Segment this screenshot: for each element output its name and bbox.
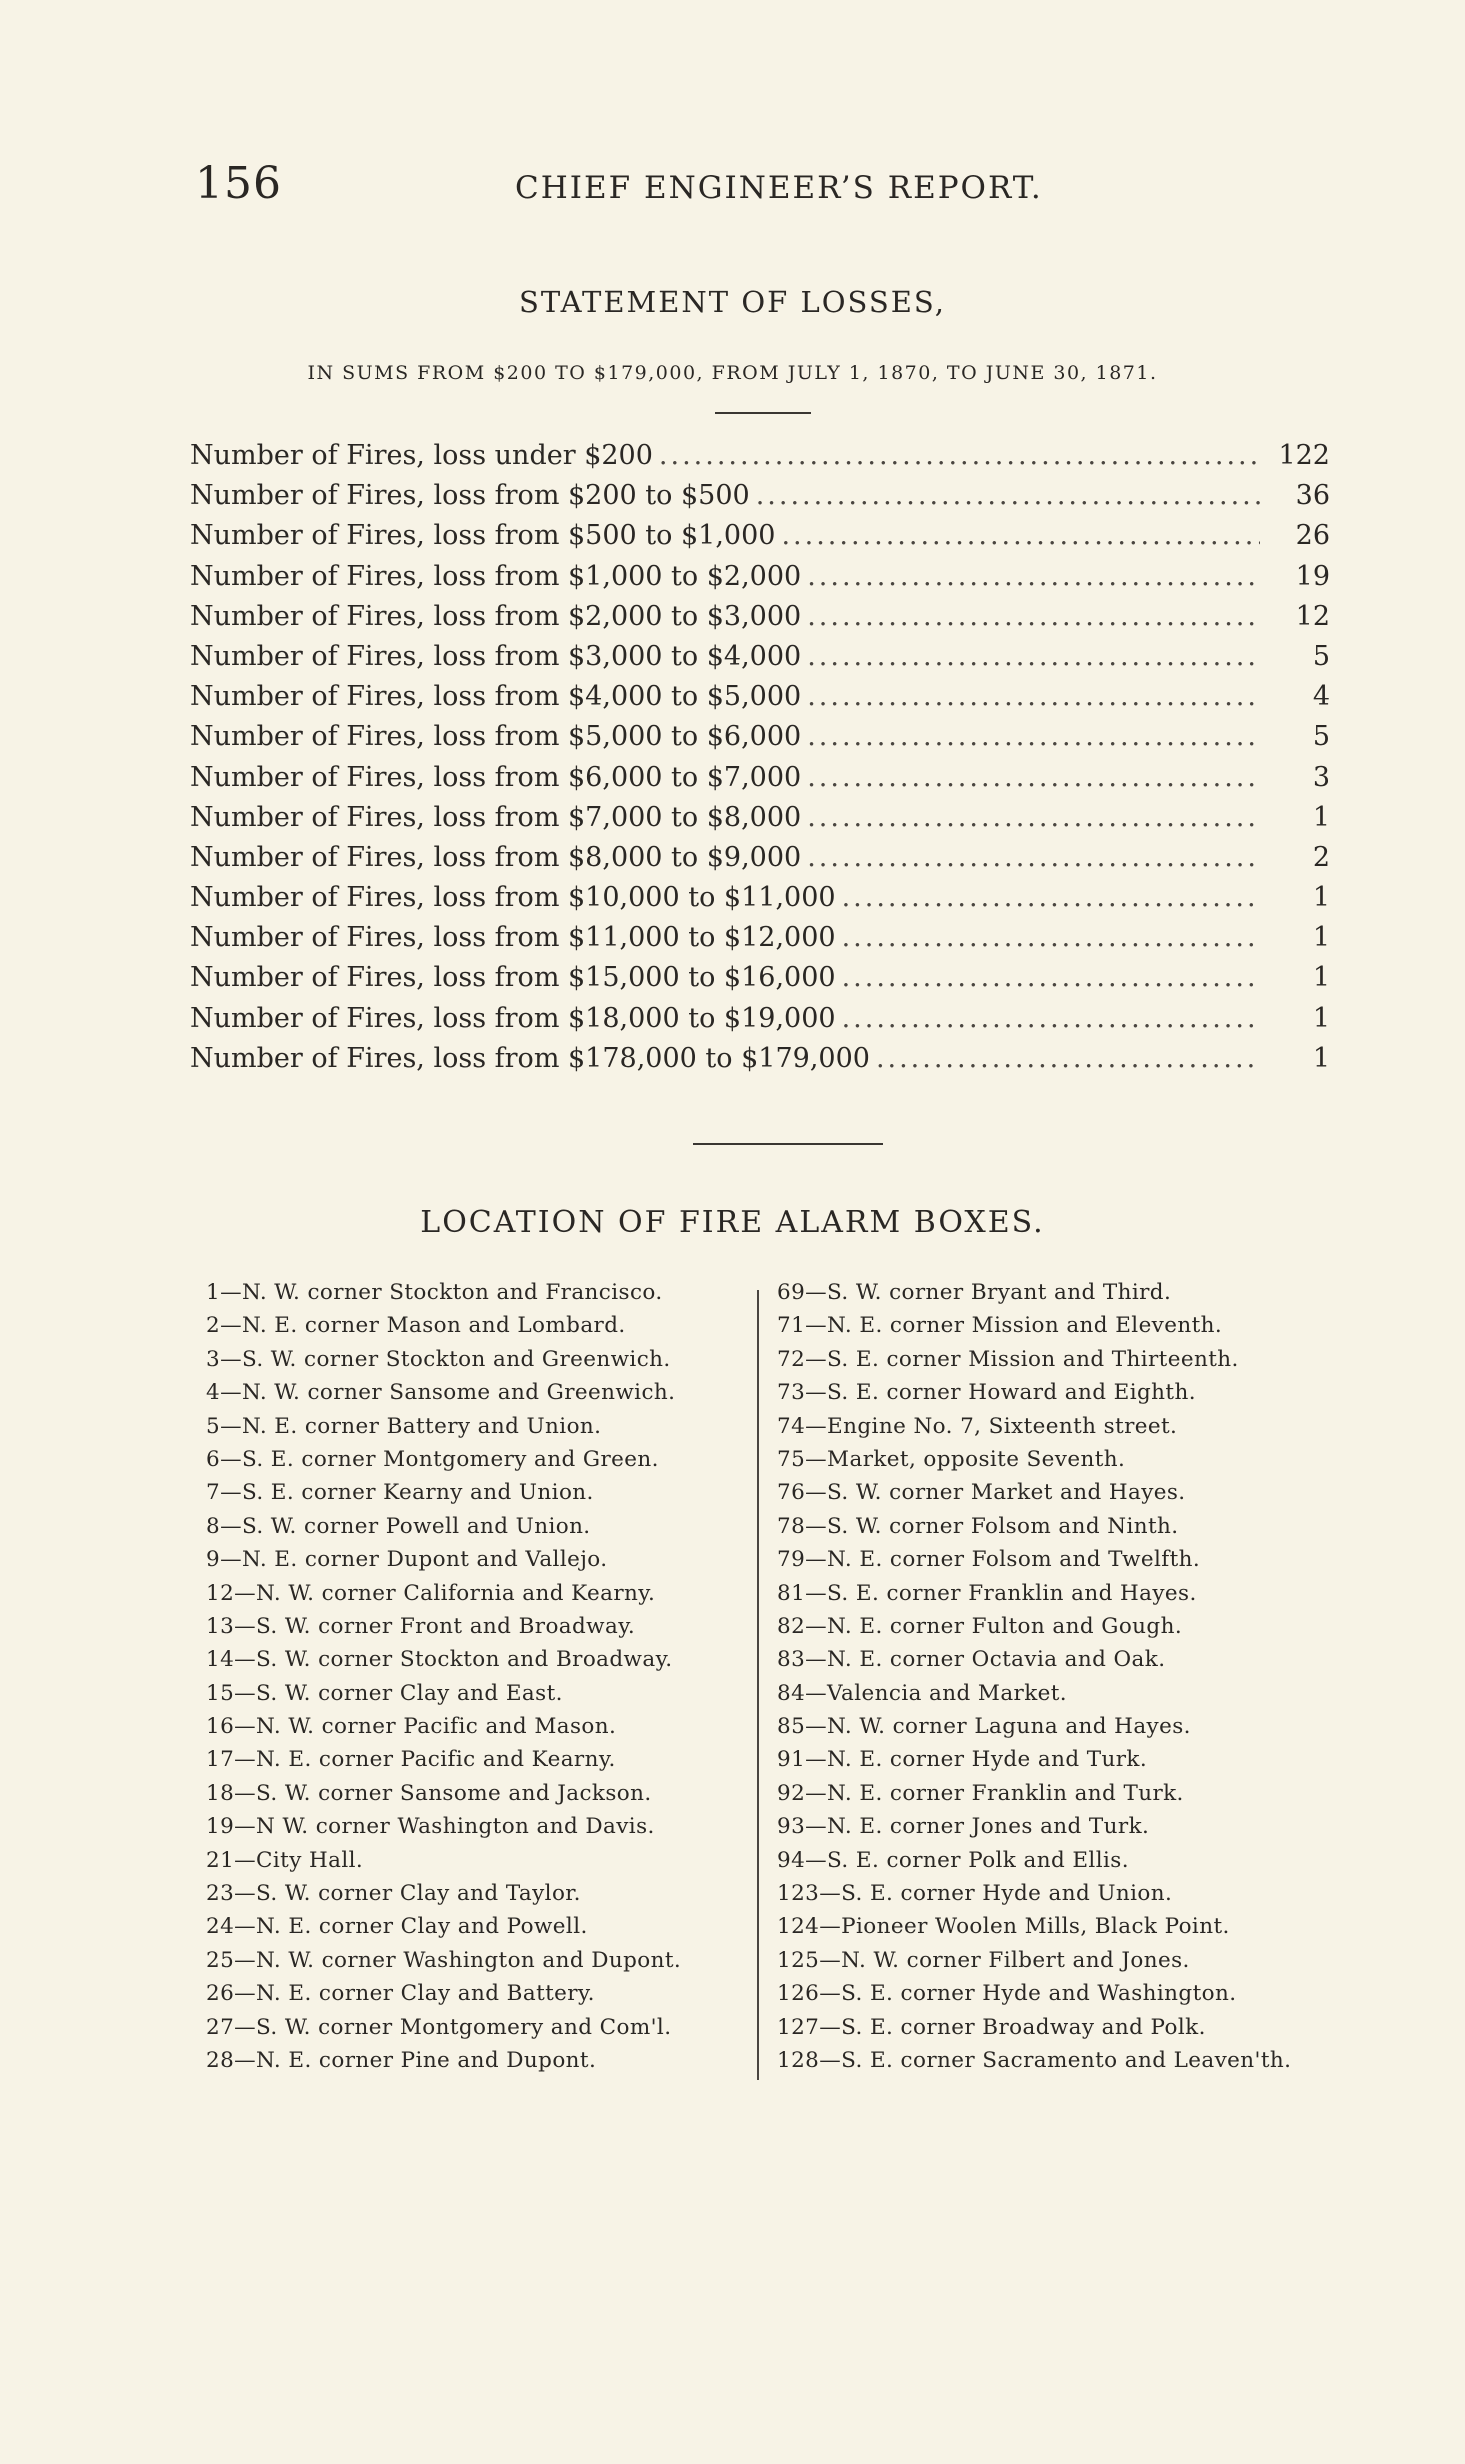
alarm-box-item: 9—N. E. corner Dupont and Vallejo. xyxy=(206,1547,608,1573)
alarm-box-item: 83—N. E. corner Octavia and Oak. xyxy=(777,1647,1166,1673)
loss-label: Number of Fires, loss under $200 xyxy=(190,440,653,471)
loss-label: Number of Fires, loss from $18,000 to $19,000 xyxy=(190,1002,836,1034)
alarm-box-item: 3—S. W. corner Stockton and Greenwich. xyxy=(206,1346,671,1372)
alarm-box-item: 72—S. E. corner Mission and Thirteenth. xyxy=(777,1346,1239,1372)
losses-table xyxy=(190,440,1330,1083)
loss-label: Number of Fires, loss from $8,000 to $9,000 xyxy=(190,841,802,873)
alarm-box-item: 85—N. W. corner Laguna and Hayes. xyxy=(777,1714,1191,1740)
alarm-box-item: 84—Valencia and Market. xyxy=(777,1680,1068,1706)
alarm-box-item: 24—N. E. corner Clay and Powell. xyxy=(206,1914,588,1940)
loss-row xyxy=(190,561,1330,601)
alarm-box-list-left xyxy=(206,1280,681,2081)
divider-rule xyxy=(715,412,811,414)
page-header xyxy=(195,158,1325,218)
loss-count: 5 xyxy=(1312,640,1330,672)
alarm-box-item: 91—N. E. corner Hyde and Turk. xyxy=(777,1747,1148,1773)
statement-title: STATEMENT OF LOSSES, xyxy=(519,285,946,319)
column-divider xyxy=(757,1290,759,2080)
alarm-box-item: 69—S. W. corner Bryant and Third. xyxy=(777,1280,1172,1305)
loss-count: 26 xyxy=(1295,520,1330,552)
loss-count: 12 xyxy=(1295,600,1330,632)
alarm-box-item: 74—Engine No. 7, Sixteenth street. xyxy=(777,1413,1178,1439)
loss-row xyxy=(190,962,1330,1002)
alarm-box-item: 6—S. E. corner Montgomery and Green. xyxy=(206,1446,659,1472)
loss-row xyxy=(190,802,1330,842)
loss-label: Number of Fires, loss from $7,000 to $8,000 xyxy=(190,801,802,833)
alarm-box-item: 28—N. E. corner Pine and Dupont. xyxy=(206,2047,597,2073)
alarm-box-item: 82—N. E. corner Fulton and Gough. xyxy=(777,1613,1183,1639)
alarm-box-item: 14—S. W. corner Stockton and Broadway. xyxy=(206,1647,673,1673)
loss-row xyxy=(190,520,1330,560)
alarm-box-item: 16—N. W. corner Pacific and Mason. xyxy=(206,1714,617,1740)
dot-leader xyxy=(807,601,1260,632)
dot-leader xyxy=(807,802,1260,833)
alarm-box-item: 25—N. W. corner Washington and Dupont. xyxy=(206,1947,682,1973)
loss-count: 1 xyxy=(1312,882,1330,914)
loss-label: Number of Fires, loss from $15,000 to $16,000 xyxy=(190,962,836,994)
loss-row xyxy=(190,681,1330,721)
alarm-box-item: 2—N. E. corner Mason and Lombard. xyxy=(206,1313,626,1339)
alarm-box-item: 7—S. E. corner Kearny and Union. xyxy=(206,1480,594,1506)
loss-row xyxy=(190,842,1330,882)
loss-row xyxy=(190,762,1330,802)
alarm-box-item: 12—N. W. corner California and Kearny. xyxy=(206,1580,656,1606)
dot-leader xyxy=(842,882,1260,913)
loss-count: 122 xyxy=(1278,440,1330,471)
loss-count: 1 xyxy=(1312,801,1330,833)
alarm-box-item: 128—S. E. corner Sacramento and Leaven'th. xyxy=(777,2047,1292,2073)
alarm-box-item: 127—S. E. corner Broadway and Polk. xyxy=(777,2014,1206,2040)
loss-label: Number of Fires, loss from $6,000 to $7,000 xyxy=(190,761,802,793)
alarm-box-item: 78—S. W. corner Folsom and Ninth. xyxy=(777,1513,1179,1539)
dot-leader xyxy=(659,440,1260,471)
alarm-box-item: 19—N W. corner Washington and Davis. xyxy=(206,1814,655,1840)
loss-row xyxy=(190,641,1330,681)
alarm-box-item: 18—S. W. corner Sansome and Jackson. xyxy=(206,1780,652,1806)
dot-leader xyxy=(807,681,1260,712)
loss-count: 4 xyxy=(1312,681,1330,713)
loss-count: 1 xyxy=(1312,1042,1330,1074)
running-head: CHIEF ENGINEER’S REPORT. xyxy=(515,170,1043,206)
loss-label: Number of Fires, loss from $3,000 to $4,000 xyxy=(190,640,802,672)
alarm-box-item: 13—S. W. corner Front and Broadway. xyxy=(206,1613,636,1639)
loss-label: Number of Fires, loss from $1,000 to $2,000 xyxy=(190,560,802,592)
loss-count: 2 xyxy=(1312,841,1330,873)
alarm-box-item: 81—S. E. corner Franklin and Hayes. xyxy=(777,1580,1197,1606)
statement-subtitle: IN SUMS FROM $200 TO $179,000, FROM JULY 1, 1870, TO JUNE 30, 1871. xyxy=(307,362,1158,384)
loss-count: 1 xyxy=(1312,922,1330,954)
alarm-box-item: 126—S. E. corner Hyde and Washington. xyxy=(777,1981,1237,2007)
dot-leader xyxy=(842,962,1260,993)
loss-row xyxy=(190,721,1330,761)
alarm-box-item: 4—N. W. corner Sansome and Greenwich. xyxy=(206,1380,676,1406)
alarm-box-item: 73—S. E. corner Howard and Eighth. xyxy=(777,1380,1196,1406)
loss-count: 19 xyxy=(1295,560,1330,592)
loss-count: 1 xyxy=(1312,962,1330,994)
loss-count: 1 xyxy=(1312,1002,1330,1034)
alarm-box-item: 76—S. W. corner Market and Hayes. xyxy=(777,1480,1186,1506)
alarm-box-item: 75—Market, opposite Seventh. xyxy=(777,1446,1126,1472)
loss-row xyxy=(190,922,1330,962)
loss-row xyxy=(190,480,1330,520)
loss-label: Number of Fires, loss from $200 to $500 xyxy=(190,480,750,512)
loss-count: 5 xyxy=(1312,721,1330,753)
alarm-box-item: 8—S. W. corner Powell and Union. xyxy=(206,1513,591,1539)
loss-label: Number of Fires, loss from $2,000 to $3,000 xyxy=(190,600,802,632)
alarm-box-item: 5—N. E. corner Battery and Union. xyxy=(206,1413,602,1439)
dot-leader xyxy=(842,922,1260,953)
alarm-box-item: 1—N. W. corner Stockton and Francisco. xyxy=(206,1280,663,1305)
location-title: LOCATION OF FIRE ALARM BOXES. xyxy=(420,1205,1045,1240)
dot-leader xyxy=(807,762,1260,793)
alarm-box-item: 17—N. E. corner Pacific and Kearny. xyxy=(206,1747,616,1773)
alarm-box-item: 15—S. W. corner Clay and East. xyxy=(206,1680,563,1706)
loss-row xyxy=(190,1043,1330,1083)
alarm-box-item: 23—S. W. corner Clay and Taylor. xyxy=(206,1881,581,1907)
alarm-box-item: 94—S. E. corner Polk and Ellis. xyxy=(777,1847,1129,1873)
alarm-box-item: 79—N. E. corner Folsom and Twelfth. xyxy=(777,1547,1201,1573)
loss-row xyxy=(190,1003,1330,1043)
alarm-box-item: 26—N. E. corner Clay and Battery. xyxy=(206,1981,595,2007)
dot-leader xyxy=(807,842,1260,873)
alarm-box-item: 71—N. E. corner Mission and Eleventh. xyxy=(777,1313,1223,1339)
dot-leader xyxy=(807,641,1260,672)
dot-leader xyxy=(807,561,1260,592)
alarm-box-item: 27—S. W. corner Montgomery and Com'l. xyxy=(206,2014,672,2040)
section-divider-rule xyxy=(693,1143,883,1145)
alarm-box-item: 21—City Hall. xyxy=(206,1847,364,1873)
loss-label: Number of Fires, loss from $10,000 to $11,000 xyxy=(190,882,836,914)
alarm-box-item: 124—Pioneer Woolen Mills, Black Point. xyxy=(777,1914,1230,1940)
dot-leader xyxy=(756,480,1260,511)
loss-count: 3 xyxy=(1312,761,1330,793)
alarm-box-item: 125—N. W. corner Filbert and Jones. xyxy=(777,1947,1190,1973)
loss-label: Number of Fires, loss from $11,000 to $12,000 xyxy=(190,922,836,954)
dot-leader xyxy=(807,721,1260,752)
alarm-box-list-right xyxy=(777,1280,1291,2081)
loss-label: Number of Fires, loss from $500 to $1,000 xyxy=(190,520,776,552)
dot-leader xyxy=(781,520,1260,551)
loss-row xyxy=(190,440,1330,480)
loss-label: Number of Fires, loss from $4,000 to $5,000 xyxy=(190,681,802,713)
dot-leader xyxy=(842,1003,1260,1034)
loss-row xyxy=(190,882,1330,922)
alarm-box-item: 93—N. E. corner Jones and Turk. xyxy=(777,1814,1150,1840)
page-number: 156 xyxy=(195,158,282,209)
dot-leader xyxy=(876,1043,1260,1074)
loss-count: 36 xyxy=(1295,480,1330,512)
loss-label: Number of Fires, loss from $178,000 to $179,000 xyxy=(190,1042,870,1074)
alarm-box-item: 123—S. E. corner Hyde and Union. xyxy=(777,1881,1173,1907)
alarm-box-item: 92—N. E. corner Franklin and Turk. xyxy=(777,1780,1184,1806)
loss-row xyxy=(190,601,1330,641)
loss-label: Number of Fires, loss from $5,000 to $6,000 xyxy=(190,721,802,753)
